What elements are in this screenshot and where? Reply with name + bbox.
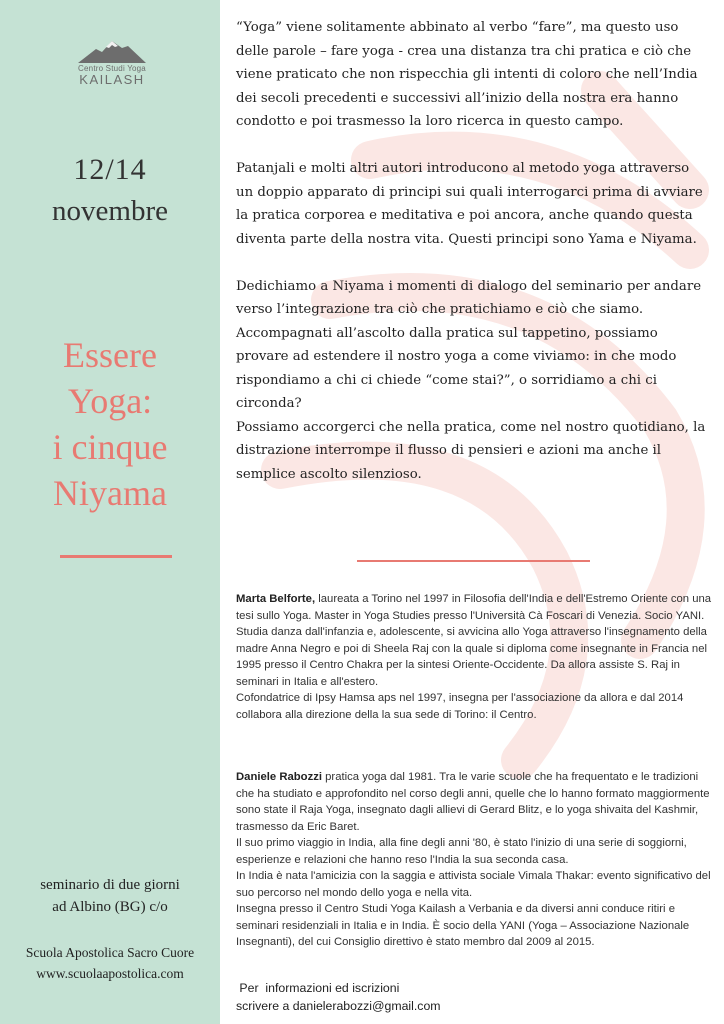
logo — [74, 38, 150, 87]
mountain-icon — [76, 38, 148, 64]
contact-info — [236, 979, 706, 1015]
seminar-line: seminario di due giorni — [40, 877, 180, 893]
description-paragraph: Possiamo accorgerci che nella pratica, come nel nostro quotidiano, la distrazione interrompe il flusso di pensieri e azioni ma anche il semplice ascolto silenzioso. — [236, 419, 706, 482]
bio-line: Il suo primo viaggio in India, alla fine degli anni '80, è stato l'inizio di una serie di soggiorni, esperienze e relazioni che hanno reso l'India la sua seconda casa. — [236, 837, 687, 866]
sidebar — [0, 0, 220, 1024]
contact-line: Per informazioni ed iscrizioni — [236, 981, 400, 995]
logo-name: KAILASH — [79, 72, 145, 87]
date-month: novembre — [52, 195, 168, 227]
bio-line: Cofondatrice di Ipsy Hamsa aps nel 1997, insegna per l'associazione da allora e dal 2014 collabora alla direzione della la sua sede di Torino: il Centro. — [236, 692, 684, 721]
event-dates — [0, 152, 220, 230]
description-paragraph: “Yoga” viene solitamente abbinato al verbo “fare”, ma questo uso delle parole – fare yoga - crea una distanza tra chi pratica e ciò che viene praticato che non rispecchia gli intenti di coloro che nell’India dei secoli precedenti e successivi all’inizio della nostra era hanno condotto e poi trasmesso la loro ricerca in questo campo. — [236, 20, 698, 129]
title-line: i cinque — [52, 427, 168, 467]
bio-name: Marta Belforte, — [236, 593, 316, 605]
title-line: Niyama — [53, 473, 167, 513]
logo-subtitle: Centro Studi Yoga — [78, 64, 146, 73]
description-paragraph: Dedichiamo a Niyama i momenti di dialogo del seminario per andare verso l’integrazione tra ciò che pratichiamo e ciò che siamo. Accompagnati all’ascolto dalla pratica sul tappetino, possiamo provare ad estendere il nostro yoga a come viviamo: in che modo rispondiamo a chi ci chiede “come stai?”, o sorridiamo a chi ci circonda? — [236, 278, 702, 411]
bio-intro — [236, 591, 712, 624]
school-info — [0, 942, 220, 984]
bio-marta-belforte — [236, 591, 712, 723]
bio-line: Studia danza dall'infanzia e, adolescente, si avvicina allo Yoga attraverso l'insegnamento della madre Anna Negro e poi di Sheela Raj con la quale si diploma come insegnante in Francia nel 1995 presso il Centro Chakra per la sintesi Oriente-Occidente. Da allora assiste S. Raj in seminari in Italia e all'estero. — [236, 626, 707, 688]
bio-name: Daniele Rabozzi — [236, 771, 323, 783]
title-line: Yoga: — [67, 381, 153, 421]
bio-intro-text: pratica yoga dal 1981. Tra le varie scuole che ha frequentato e le tradizioni che ha studiato e approfondito nel corso degli anni, quelle che lo hanno formato maggiormente sono state il Raja Yoga, insegnato dagli allievi di Gerard Blitz, e lo yoga shivaita del Kashmir, trasmesso da Eric Baret. — [236, 771, 710, 833]
title-underline — [60, 555, 172, 558]
description-paragraph: Patanjali e molti altri autori introducono al metodo yoga attraverso un doppio apparato di principi sui quali interrogarci prima di avviare la pratica corporea e meditativa e poi ancora, anche quando questa diventa parte della nostra vita. Questi principi sono Yama e Niyama. — [236, 161, 703, 247]
contact-email[interactable]: scrivere a danielerabozzi@gmail.com — [236, 999, 441, 1013]
bio-line: In India è nata l'amicizia con la saggia e attivista sociale Vimala Thakar: evento significativo del suo percorso nel mondo dello yoga e nella vita. — [236, 870, 711, 899]
school-name: Scuola Apostolica Sacro Cuore — [25, 945, 195, 960]
section-divider — [357, 560, 590, 562]
bio-intro-text: laureata a Torino nel 1997 in Filosofia dell'India e dell'Estremo Oriente con una tesi sullo Yoga. Master in Yoga Studies presso l'Università Cà Foscari di Venezia. Socio YANI. — [236, 593, 712, 622]
bio-intro — [236, 769, 712, 835]
seminar-line: ad Albino (BG) c/o — [52, 899, 168, 915]
bio-line: Insegna presso il Centro Studi Yoga Kailash a Verbania e da diversi anni conduce ritiri e seminari residenziali in Italia e in India. È socio della YANI (Yoga – Associazione Nazionale Insegnanti), del cui Consiglio direttivo è stato membro dal 2009 al 2015. — [236, 903, 690, 948]
title-line: Essere — [63, 335, 157, 375]
main-description — [236, 16, 706, 486]
event-title — [0, 332, 220, 516]
bio-daniele-rabozzi — [236, 769, 712, 951]
school-website: www.scuolaapostolica.com — [36, 966, 184, 981]
seminar-info — [0, 874, 220, 918]
date-range: 12/14 — [73, 153, 147, 186]
